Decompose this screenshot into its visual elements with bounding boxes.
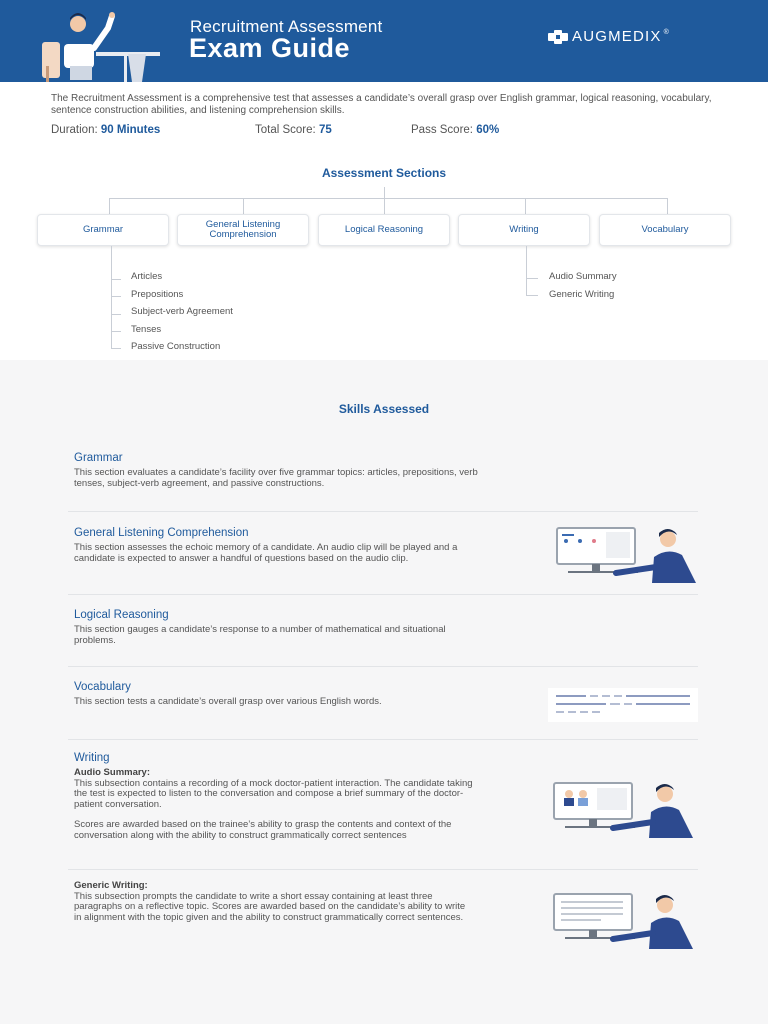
skills-assessed-title: Skills Assessed	[338, 402, 430, 416]
skill-text-listening: This section assesses the echoic memory of a candidate. An audio clip will be played and a candidate is expected to answer a handful of questions based on the audio clip.	[74, 542, 458, 564]
grammar-topic-item: Articles	[131, 271, 163, 282]
listening-test-illustration	[556, 527, 698, 585]
medical-cross-icon	[548, 30, 568, 44]
divider	[68, 666, 698, 667]
skill-text-grammar: This section evaluates a candidate’s facility over five grammar topics: articles, prepositions, verb tenses, subject-verb agreement, and passive constructions.	[74, 467, 478, 489]
duration-label: Duration:	[51, 124, 98, 136]
section-box-logical-reasoning: Logical Reasoning	[318, 214, 450, 246]
skill-heading-vocabulary: Vocabulary	[74, 681, 131, 693]
tree-connector	[111, 331, 121, 332]
logo-registered-mark: ®	[663, 29, 669, 36]
brand-logo	[548, 28, 669, 45]
section-box-writing: Writing	[458, 214, 590, 246]
section-box-grammar: Grammar	[37, 214, 169, 246]
grammar-topic-item: Subject-verb Agreement	[131, 306, 233, 317]
audio-summary-text: This subsection contains a recording of a mock doctor-patient interaction. The candidate taking the test is expected to listen to the conversation and compose a brief summary of the doctor-patient conversation.	[74, 777, 473, 810]
total-score-value: 75	[318, 124, 332, 136]
audio-summary-scoring: Scores are awarded based on the trainee’s ability to grasp the contents and context of the conversation along with the ability to construct grammatically correct sentences	[74, 819, 452, 841]
assessment-sections-title: Assessment Sections	[321, 166, 447, 180]
tree-connector	[243, 198, 244, 214]
vocabulary-illustration	[548, 688, 698, 722]
divider	[68, 511, 698, 512]
tree-connector	[111, 314, 121, 315]
tree-connector	[526, 246, 527, 296]
intro-paragraph: The Recruitment Assessment is a comprehensive test that assesses a candidate’s overall grasp over English grammar, logical reasoning, vocabulary, sentence construction abilities, and listening comprehension skills.	[51, 93, 712, 116]
tree-connector	[109, 198, 668, 199]
pass-score-value: 60%	[476, 124, 500, 136]
audio-summary-label: Audio Summary:	[74, 767, 151, 778]
audio-summary-illustration	[553, 782, 695, 840]
tree-connector	[526, 278, 538, 279]
tree-connector	[525, 198, 526, 214]
header-banner	[0, 0, 768, 82]
grammar-topic-item: Prepositions	[131, 289, 184, 300]
grammar-topic-item: Passive Construction	[131, 341, 221, 352]
pass-score-label: Pass Score:	[411, 124, 473, 136]
skill-heading-listening: General Listening Comprehension	[74, 527, 249, 539]
tree-connector	[384, 198, 385, 214]
tree-connector	[526, 295, 538, 296]
duration-stat	[51, 124, 160, 136]
skill-text-vocabulary: This section tests a candidate’s overall grasp over various English words.	[74, 696, 382, 707]
generic-writing-block	[74, 881, 474, 923]
tree-connector	[667, 198, 668, 214]
skill-heading-grammar: Grammar	[74, 452, 123, 464]
audio-summary-block	[74, 768, 474, 841]
total-score-stat	[255, 124, 332, 136]
generic-writing-text: This subsection prompts the candidate to write a short essay containing at least three paragraphs on a reflective topic. Scores are awarded based on the candidate’s ability to write in alignment with the topic given and the ability to construct grammatically correct sentences.	[74, 890, 466, 923]
skill-heading-logical-reasoning: Logical Reasoning	[74, 609, 169, 621]
total-score-label: Total Score:	[255, 124, 316, 136]
divider	[68, 594, 698, 595]
section-box-listening: General Listening Comprehension	[177, 214, 309, 246]
section-box-vocabulary: Vocabulary	[599, 214, 731, 246]
tree-connector	[111, 246, 112, 349]
duration-value: 90 Minutes	[100, 124, 161, 136]
hero-illustration	[36, 8, 166, 82]
tree-connector	[111, 279, 121, 280]
logo-text: AUGMEDIX	[572, 28, 662, 45]
grammar-topic-item: Tenses	[131, 324, 162, 335]
header-subtitle: Recruitment Assessment	[190, 17, 383, 36]
divider	[68, 869, 698, 870]
divider	[68, 739, 698, 740]
header-title: Exam Guide	[189, 33, 351, 63]
generic-writing-label: Generic Writing:	[74, 880, 148, 891]
writing-topic-item: Generic Writing	[549, 289, 615, 300]
generic-writing-illustration	[553, 893, 695, 951]
pass-score-stat	[411, 124, 499, 136]
tree-connector	[111, 296, 121, 297]
tree-connector	[109, 198, 110, 214]
skill-heading-writing: Writing	[74, 752, 110, 764]
writing-topic-item: Audio Summary	[549, 271, 617, 282]
tree-connector	[111, 348, 121, 349]
skill-text-logical-reasoning: This section gauges a candidate’s response to a number of mathematical and situational problems.	[74, 624, 446, 646]
